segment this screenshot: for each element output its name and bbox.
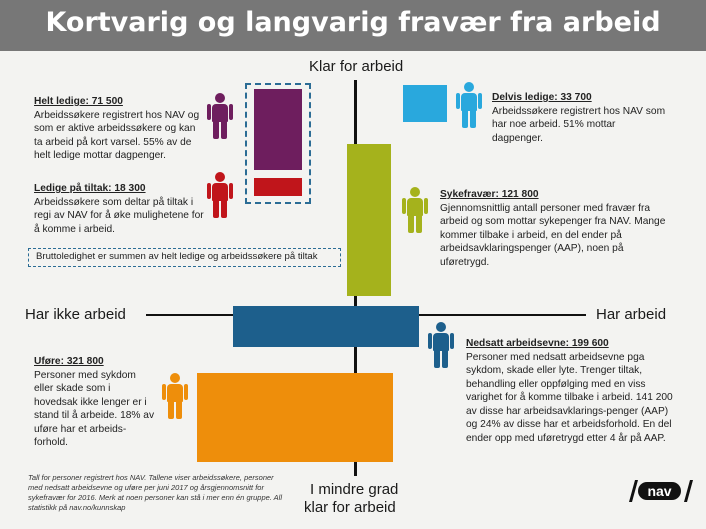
ufore-text [34, 355, 156, 450]
axis-label-bottom-line2: klar for arbeid [304, 499, 396, 516]
tiltak-block [254, 178, 302, 196]
helt-ledige-text [34, 95, 206, 163]
tiltak-description: Arbeidssøkere som deltar på tiltak i regi av NAV for å øke mulighetene for å komme i arbeid. [34, 196, 204, 235]
ufore-description: Personer med sykdom eller skade som i hovedsak ikke lenger er i stand til å arbeide. 18% av uføre har et arbeids-forhold. [34, 369, 155, 448]
nedsatt-arbeidsevne-text [466, 337, 676, 445]
axis-label-bottom-line1: I mindre grad [310, 481, 399, 498]
axis-label-top: Klar for arbeid [309, 58, 404, 75]
nav-logo-text: nav [647, 483, 672, 499]
helt-ledige-block [254, 89, 302, 170]
page-title: Kortvarig og langvarig fravær fra arbeid [45, 7, 661, 38]
sykefravaer-description: Gjennomsnittlig antall personer med fravær fra arbeid og som mottar sykepenger fra NAV. Mange kommer tilbake i arbeid, en del ender på arbeidsavklaringspenger (AAP), noen på uføretrygd. [440, 202, 666, 268]
nav-logo [629, 480, 693, 503]
footnote: Tall for personer registrert hos NAV. Tallene viser arbeidssøkere, personer med nedsatt arbeidsevne og uføre per juni 2017 og årsgjennomsnitt for sykefravær for 2016. Merk at noen personer kan stå i mer enn én gruppe. All statistikk på nav.no/kunnskap [28, 473, 283, 512]
sykefravaer-text [440, 188, 672, 269]
delvis-ledige-text [492, 91, 668, 145]
person-icon-nedsatt-arbeidsevne [426, 322, 456, 369]
person-icon-helt-ledige [205, 93, 235, 140]
person-icon-ufore [160, 373, 190, 420]
tiltak-heading: Ledige på tiltak: 18 300 [34, 183, 146, 194]
tiltak-text [34, 182, 206, 236]
person-icon-delvis-ledige [454, 82, 484, 129]
axis-label-left: Har ikke arbeid [25, 306, 126, 323]
nedsatt-arbeidsevne-heading: Nedsatt arbeidsevne: 199 600 [466, 338, 609, 349]
axis-label-right: Har arbeid [596, 306, 667, 323]
helt-ledige-heading: Helt ledige: 71 500 [34, 96, 123, 107]
ufore-heading: Uføre: 321 800 [34, 356, 104, 367]
bruttoledighet-note: Bruttoledighet er summen av helt ledige og arbeidssøkere på tiltak [28, 248, 341, 267]
nedsatt-arbeidsevne-block [233, 306, 419, 347]
sykefravaer-block [347, 144, 391, 296]
delvis-ledige-block [403, 85, 447, 122]
delvis-ledige-description: Arbeidssøkere registrert hos NAV som har noe arbeid. 51% mottar dagpenger. [492, 105, 666, 144]
person-icon-tiltak [205, 172, 235, 219]
sykefravaer-heading: Sykefravær: 121 800 [440, 189, 539, 200]
helt-ledige-description: Arbeidssøkere registrert hos NAV og som er aktive arbeidssøkere og kan ta arbeid på kort varsel. 55% av de helt ledige mottar dagpenger. [34, 109, 200, 161]
ufore-block [197, 373, 393, 462]
nedsatt-arbeidsevne-description: Personer med nedsatt arbeidsevne pga sykdom, skade eller lyte. Trenger tiltak, behandling eller oppfølging med en viss varighet for å komme tilbake i arbeid. 141 200 av disse har arbeidsavklarings-penger (AAP) og 24% av disse har et arbeidsforhold. En del ender opp med uføretrygd etter 4 år på AAP. [466, 351, 673, 444]
delvis-ledige-heading: Delvis ledige: 33 700 [492, 92, 592, 103]
person-icon-sykefravaer [400, 187, 430, 234]
